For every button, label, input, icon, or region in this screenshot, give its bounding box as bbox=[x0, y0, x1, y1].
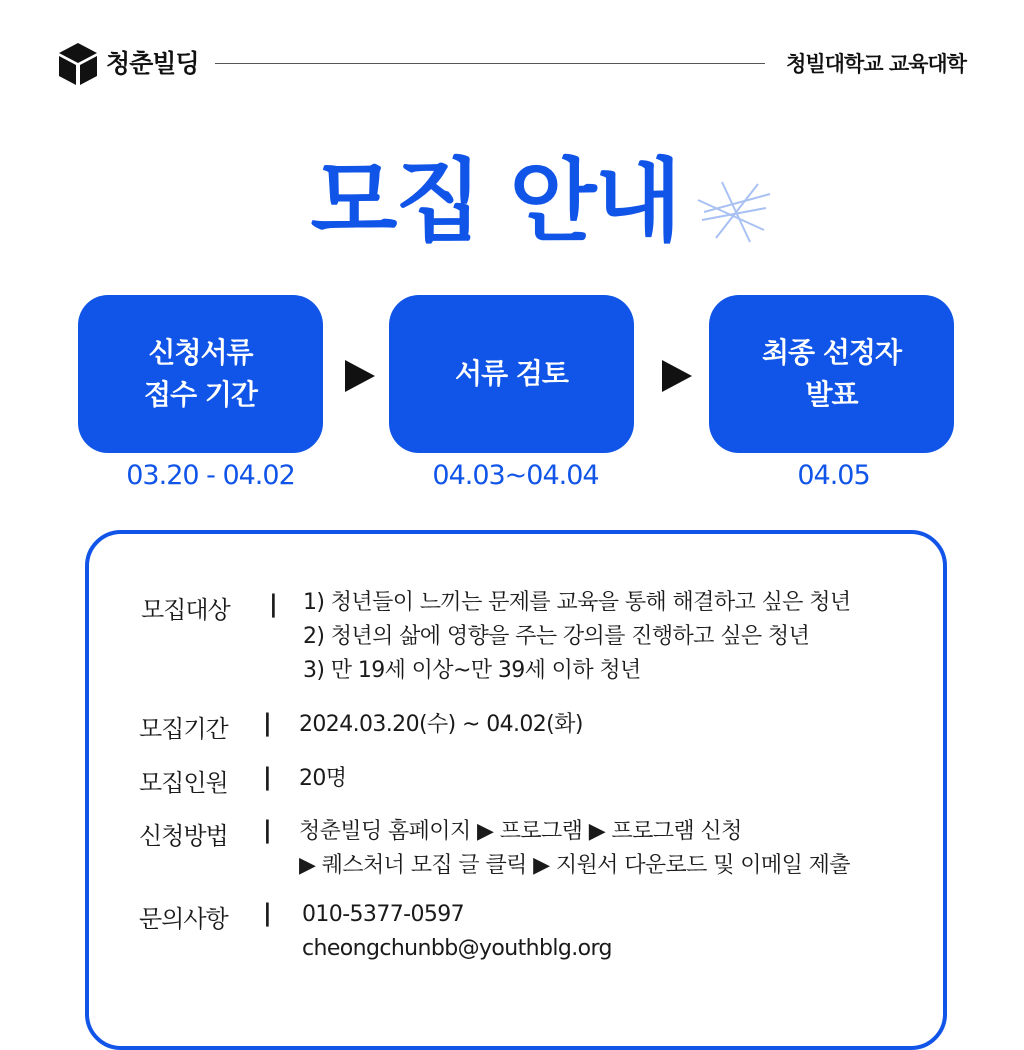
row-value bbox=[299, 762, 346, 796]
step-date: 04.05 bbox=[797, 460, 870, 491]
header bbox=[0, 0, 1024, 130]
row-line: ▶ 퀘스처너 모집 글 클릭 ▶ 지원서 다운로드 및 이메일 제출 bbox=[299, 853, 850, 878]
row-value bbox=[302, 898, 612, 966]
row-line: 3) 만 19세 이상~만 39세 이하 청년 bbox=[303, 658, 641, 683]
step-box-application bbox=[78, 295, 323, 453]
step-label: 최종 선정자 발표 bbox=[762, 336, 901, 411]
page-title: 모집 안내 bbox=[310, 149, 680, 254]
step-box-announcement bbox=[709, 295, 954, 453]
step-date: 03.20 - 04.02 bbox=[126, 460, 295, 491]
row-label: 모집기간 bbox=[139, 715, 228, 743]
row-separator: | bbox=[269, 590, 278, 618]
row-separator: | bbox=[263, 816, 272, 844]
sparkle-lines-icon bbox=[696, 180, 772, 244]
row-line: 2) 청년의 삶에 영향을 주는 강의를 진행하고 싶은 청년 bbox=[303, 624, 810, 649]
triangle-right-icon bbox=[662, 360, 692, 392]
org-name: 청빌대학교 교육대학 bbox=[786, 52, 966, 76]
cube-logo-icon bbox=[57, 41, 99, 87]
row-value bbox=[303, 586, 851, 688]
row-value bbox=[299, 708, 583, 742]
row-label: 모집인원 bbox=[139, 769, 228, 797]
row-line: 청춘빌딩 홈페이지 ▶ 프로그램 ▶ 프로그램 신청 bbox=[299, 819, 742, 844]
row-label: 신청방법 bbox=[139, 822, 228, 850]
step-date: 04.03~04.04 bbox=[432, 460, 599, 491]
triangle-right-icon bbox=[345, 360, 375, 392]
row-line: 1) 청년들이 느끼는 문제를 교육을 통해 해결하고 싶은 청년 bbox=[303, 590, 851, 615]
row-separator: | bbox=[263, 709, 272, 737]
step-box-review bbox=[389, 295, 634, 453]
row-separator: | bbox=[263, 763, 272, 791]
row-line: 2024.03.20(수) ~ 04.02(화) bbox=[299, 712, 583, 737]
brand-name: 청춘빌딩 bbox=[106, 49, 199, 78]
header-divider bbox=[215, 63, 765, 64]
row-value bbox=[299, 815, 850, 883]
row-separator: | bbox=[263, 899, 272, 927]
row-label: 문의사항 bbox=[139, 905, 228, 933]
row-label: 모집대상 bbox=[141, 596, 230, 624]
row-line: 20명 bbox=[299, 766, 347, 791]
step-label: 서류 검토 bbox=[455, 357, 568, 390]
contact-phone: 010-5377-0597 bbox=[302, 902, 465, 927]
contact-email: cheongchunbb@youthblg.org bbox=[302, 936, 612, 961]
step-label: 신청서류 접수 기간 bbox=[144, 336, 257, 411]
